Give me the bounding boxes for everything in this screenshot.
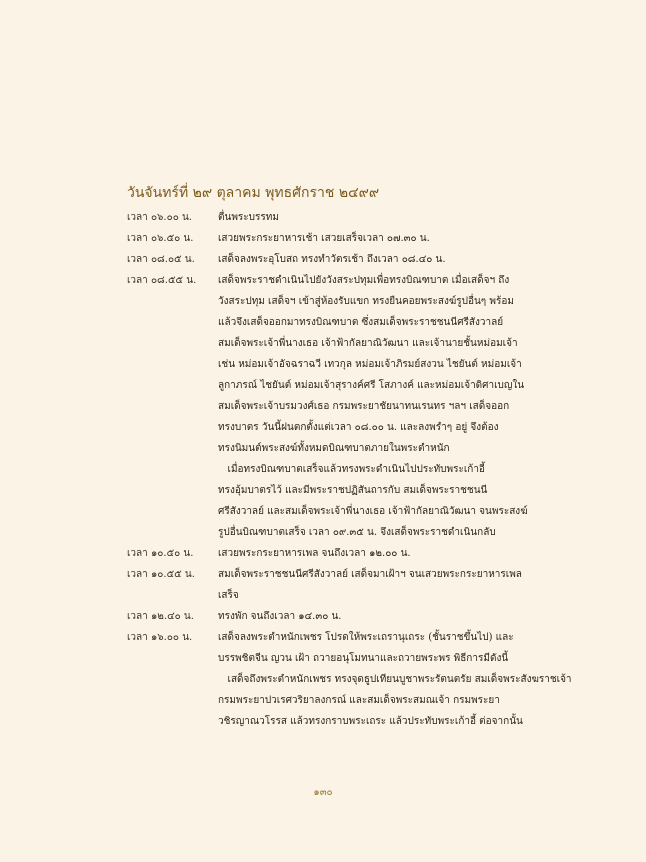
page-heading: วันจันทร์ที่ ๒๙ ตุลาคม พุทธศักราช ๒๔๙๙: [127, 185, 380, 201]
entry-line: สมเด็จพระเจ้าพี่นางเธอ เจ้าฟ้ากัลยาณิวัฒนา และเจ้านายชั้นหม่อมเจ้า: [218, 338, 518, 349]
entry-text: [218, 564, 534, 606]
entry-line: วังสระปทุม เสด็จฯ เข้าสู่ห้องรับแขก ทรงยืนคอยพระสงฆ์รูปอื่นๆ พร้อม: [218, 296, 514, 307]
entry-time: เวลา ๐๘.๕๕ น.: [127, 275, 197, 286]
schedule-entry: [127, 207, 527, 228]
entry-text: [218, 627, 572, 732]
entry-line: ลูกาภรณ์ ไชยันต์ หม่อมเจ้าสุรางค์ศรี โสภางค์ และหม่อมเจ้าดิศาเบญใน: [218, 380, 525, 391]
entry-time: เวลา ๐๘.๐๕ น.: [127, 254, 195, 265]
entry-line: เสด็จลงพระอุโบสถ ทรงทำวัตรเช้า ถึงเวลา ๐๘.๔๐ น.: [218, 254, 446, 265]
entry-line: กรมพระยาปวเรศวริยาลงกรณ์ และสมเด็จพระสมณเจ้า กรมพระยา: [218, 695, 500, 706]
schedule-entry: [127, 606, 527, 627]
entry-time: เวลา ๐๖.๕๐ น.: [127, 233, 194, 244]
entry-line: เสวยพระกระยาหารเช้า เสวยเสร็จเวลา ๐๗.๓๐ น.: [218, 233, 430, 244]
entry-line: สมเด็จพระราชชนนีศรีสังวาลย์ เสด็จมาเฝ้าฯ จนเสวยพระกระยาหารเพล: [218, 569, 522, 580]
entry-time: เวลา ๑๐.๕๐ น.: [127, 548, 194, 559]
entry-line: เสร็จ: [218, 590, 239, 601]
entry-line: เสด็จพระราชดำเนินไปยังวังสระปทุมเพื่อทรงบิณฑบาต เมื่อเสด็จฯ ถึง: [218, 275, 510, 286]
schedule-entry: [127, 627, 572, 732]
entry-line: สมเด็จพระเจ้าบรมวงศ์เธอ กรมพระยาชัยนาทนเรนทร ฯลฯ เสด็จออก: [218, 401, 510, 412]
schedule-entry: [127, 543, 527, 564]
entry-line: ทรงอุ้มบาตรไว้ และมีพระราชปฏิสันถารกับ สมเด็จพระราชชนนี: [218, 485, 488, 496]
entry-text: [218, 207, 534, 228]
entry-line: เสด็จลงพระตำหนักเพชร โปรดให้พระเถรานุเถระ (ชั้นราชขึ้นไป) และ: [218, 632, 514, 643]
entry-text: [218, 270, 534, 543]
entry-text: [218, 543, 534, 564]
schedule-entry: [127, 249, 527, 270]
entry-time: เวลา ๐๖.๐๐ น.: [127, 212, 192, 223]
schedule-entry: [127, 228, 527, 249]
entry-line: เสด็จถึงพระตำหนักเพชร ทรงจุดธูปเทียนบูชาพระรัตนตรัย สมเด็จพระสังฆราชเจ้า: [218, 674, 572, 685]
schedule-entry: [127, 270, 527, 543]
entry-line: ทรงพัก จนถึงเวลา ๑๔.๓๐ น.: [218, 611, 342, 622]
entry-line: ทรงนิมนต์พระสงฆ์ทั้งหมดบิณฑบาตภายในพระตำหนัก: [218, 443, 450, 454]
entry-text: [218, 228, 534, 249]
entry-text: [218, 249, 534, 270]
entry-line: แล้วจึงเสด็จออกมาทรงบิณฑบาต ซึ่งสมเด็จพระราชชนนีศรีสังวาลย์: [218, 317, 504, 328]
entry-time: เวลา ๑๐.๕๕ น.: [127, 569, 195, 580]
entry-line: บรรพชิตจีน ญวน เฝ้า ถวายอนุโมทนาและถวายพระพร พิธีการมีดังนี้: [218, 653, 509, 664]
entry-line: ทรงบาตร วันนี้ฝนตกตั้งแต่เวลา ๐๘.๐๐ น. และลงพรำๆ อยู่ จึงต้อง: [218, 422, 499, 433]
entry-line: เช่น หม่อมเจ้าอัจฉราฉวี เทวกุล หม่อมเจ้าภิรมย์สงวน ไชยันต์ หม่อมเจ้า: [218, 359, 522, 370]
schedule-entry: [127, 564, 527, 606]
entry-line: ศรีสังวาลย์ และสมเด็จพระเจ้าพี่นางเธอ เจ้าฟ้ากัลยาณิวัฒนา จนพระสงฆ์: [218, 506, 528, 517]
entry-line: เสวยพระกระยาหารเพล จนถึงเวลา ๑๒.๐๐ น.: [218, 548, 411, 559]
entry-line: วชิรญาณวโรรส แล้วทรงกราบพระเถระ แล้วประทับพระเก้าอี้ ต่อจากนั้น: [218, 716, 523, 727]
entry-time: เวลา ๑๖.๐๐ น.: [127, 632, 193, 643]
entry-line: เมื่อทรงบิณฑบาตเสร็จแล้วทรงพระดำเนินไปประทับพระเก้าอี้: [218, 464, 485, 475]
entry-line: รูปอื่นบิณฑบาตเสร็จ เวลา ๐๙.๓๕ น. จึงเสด็จพระราชดำเนินกลับ: [218, 527, 496, 538]
entry-text: [218, 606, 534, 627]
entry-time: เวลา ๑๒.๔๐ น.: [127, 611, 194, 622]
entry-line: ตื่นพระบรรทม: [218, 212, 279, 223]
page-number: ๑๓๐: [313, 787, 333, 798]
